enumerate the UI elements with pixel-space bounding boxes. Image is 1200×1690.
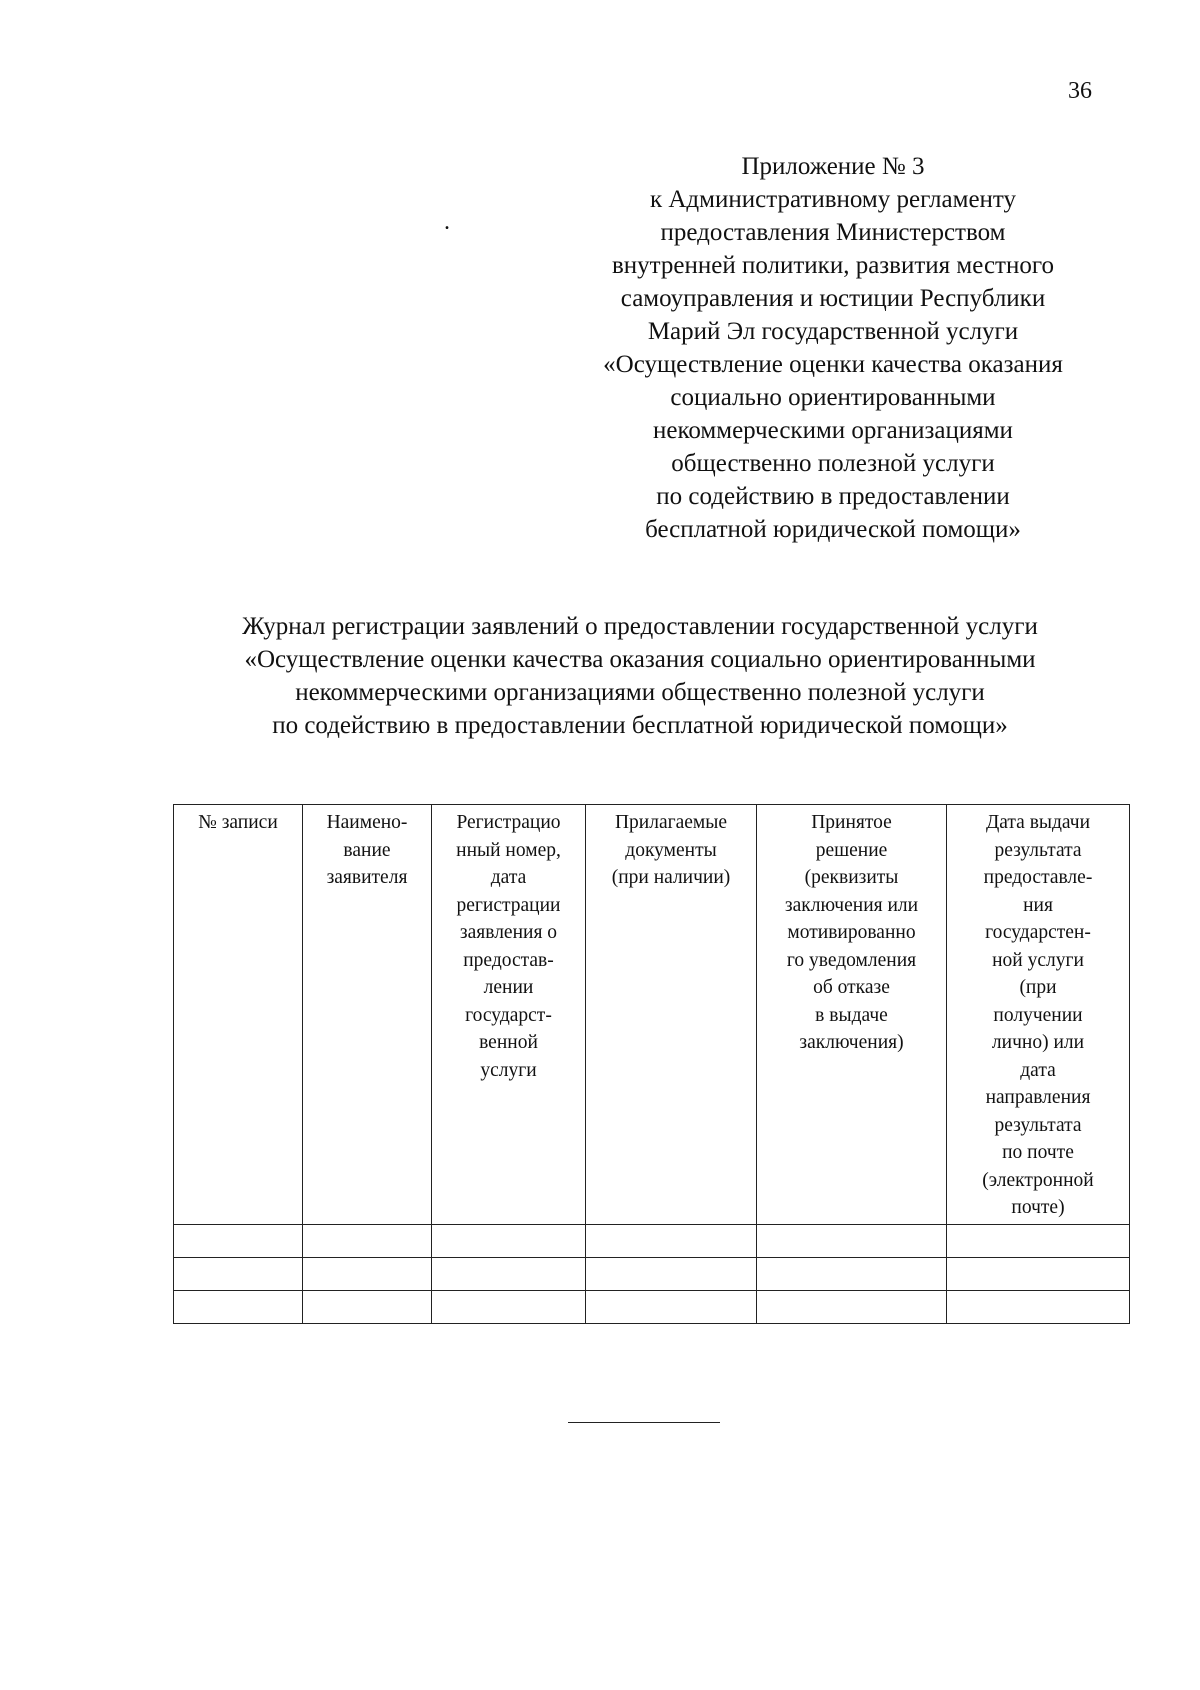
header-line: венной [479,1032,538,1053]
header-line: дата [490,867,527,888]
appendix-line: к Административному регламенту [649,186,1017,213]
table-cell [586,1224,757,1257]
header-line: (электронной [982,1169,1094,1191]
header-line: результата [994,1114,1082,1136]
header-line: лении [483,977,534,998]
column-header-registration-number [432,805,586,1225]
table-row [174,1257,1130,1290]
column-header-applicant-name [303,805,432,1225]
header-line: услуги [480,1059,537,1081]
appendix-line: по содействию в предоставлении [656,483,1010,510]
table-header-row [174,805,1130,1225]
header-line: го уведомления [786,949,917,971]
header-line: (при [1019,977,1057,998]
appendix-line: некоммерческими организациями [653,417,1013,444]
journal-title-line: некоммерческими организациями общественно полезной услуги [295,679,985,706]
column-header-record-number [174,805,303,1225]
table-cell [947,1224,1130,1257]
table-cell [757,1224,947,1257]
header-line: заявления о [459,922,558,943]
registration-journal-table [173,804,1130,1324]
journal-title-line: «Осуществление оценки качества оказания социально ориентированными [244,646,1036,673]
header-line: (при наличии) [611,867,731,888]
journal-title-line: Журнал регистрации заявлений о предоставлении государственной услуги [242,613,1038,640]
table-cell [947,1290,1130,1323]
table-cell [586,1290,757,1323]
table-cell [947,1257,1130,1290]
journal-title-line: по содействию в предоставлении бесплатной юридической помощи» [272,712,1008,739]
end-divider [568,1422,720,1423]
appendix-line: предоставления Министерством [660,219,1006,246]
header-line: Наимено- [326,812,408,833]
appendix-line: общественно полезной услуги [671,450,995,477]
column-header-decision [757,805,947,1225]
header-line: мотивированно [787,922,916,943]
table-cell [174,1290,303,1323]
header-line: вание [343,839,391,861]
appendix-line: внутренней политики, развития местного [611,252,1054,279]
table-cell [432,1257,586,1290]
header-line: лично) или [991,1032,1085,1053]
header-line: ной услуги [992,949,1084,971]
header-line: результата [994,839,1082,861]
appendix-heading [560,150,1106,546]
appendix-line: Приложение № 3 [741,153,925,180]
appendix-line: «Осуществление оценки качества оказания [603,351,1063,378]
header-line: регистрации [456,894,561,916]
header-line: заключения) [799,1032,904,1053]
header-line: решение [815,839,888,861]
appendix-line: Марий Эл государственной услуги [647,318,1019,345]
table-row [174,1224,1130,1257]
table-cell [586,1257,757,1290]
header-line: направления [985,1087,1091,1108]
header-line: предостав- [463,949,554,971]
header-line: дата [1020,1059,1056,1081]
header-line: государстен- [985,922,1091,943]
header-line: Регистрацио [456,812,561,833]
table-cell [303,1224,432,1257]
column-header-attached-documents [586,805,757,1225]
header-line: Прилагаемые [614,812,728,833]
header-line: получении [993,1004,1083,1026]
table-row [174,1290,1130,1323]
column-header-issue-date [947,805,1130,1225]
appendix-line: самоуправления и юстиции Республики [620,285,1046,312]
appendix-line: бесплатной юридической помощи» [645,516,1021,543]
header-line: документы [625,839,717,861]
header-line: нный номер, [456,839,561,861]
table-cell [303,1257,432,1290]
header-line: государст- [465,1004,552,1026]
header-line: по почте [1002,1142,1074,1163]
header-line: в выдаче [815,1004,888,1026]
page-number: 36 [1068,78,1092,104]
journal-title [140,610,1140,742]
table-cell [432,1224,586,1257]
header-line: предоставле- [983,867,1093,888]
table-cell [174,1224,303,1257]
header-line: Дата выдачи [985,812,1091,833]
header-line: Принятое [811,812,892,833]
table-cell [432,1290,586,1323]
appendix-line: социально ориентированными [670,384,996,411]
table-cell [757,1290,947,1323]
table-cell [174,1257,303,1290]
header-line: (реквизиты [804,867,899,888]
table-cell [757,1257,947,1290]
stray-mark: . [444,209,450,235]
header-line: заявителя [326,867,408,888]
header-line: заключения или [784,894,919,916]
header-line: почте) [1011,1197,1065,1218]
header-line: об отказе [813,977,890,998]
table-cell [303,1290,432,1323]
header-line: № записи [198,812,278,833]
header-line: ния [1023,894,1053,916]
